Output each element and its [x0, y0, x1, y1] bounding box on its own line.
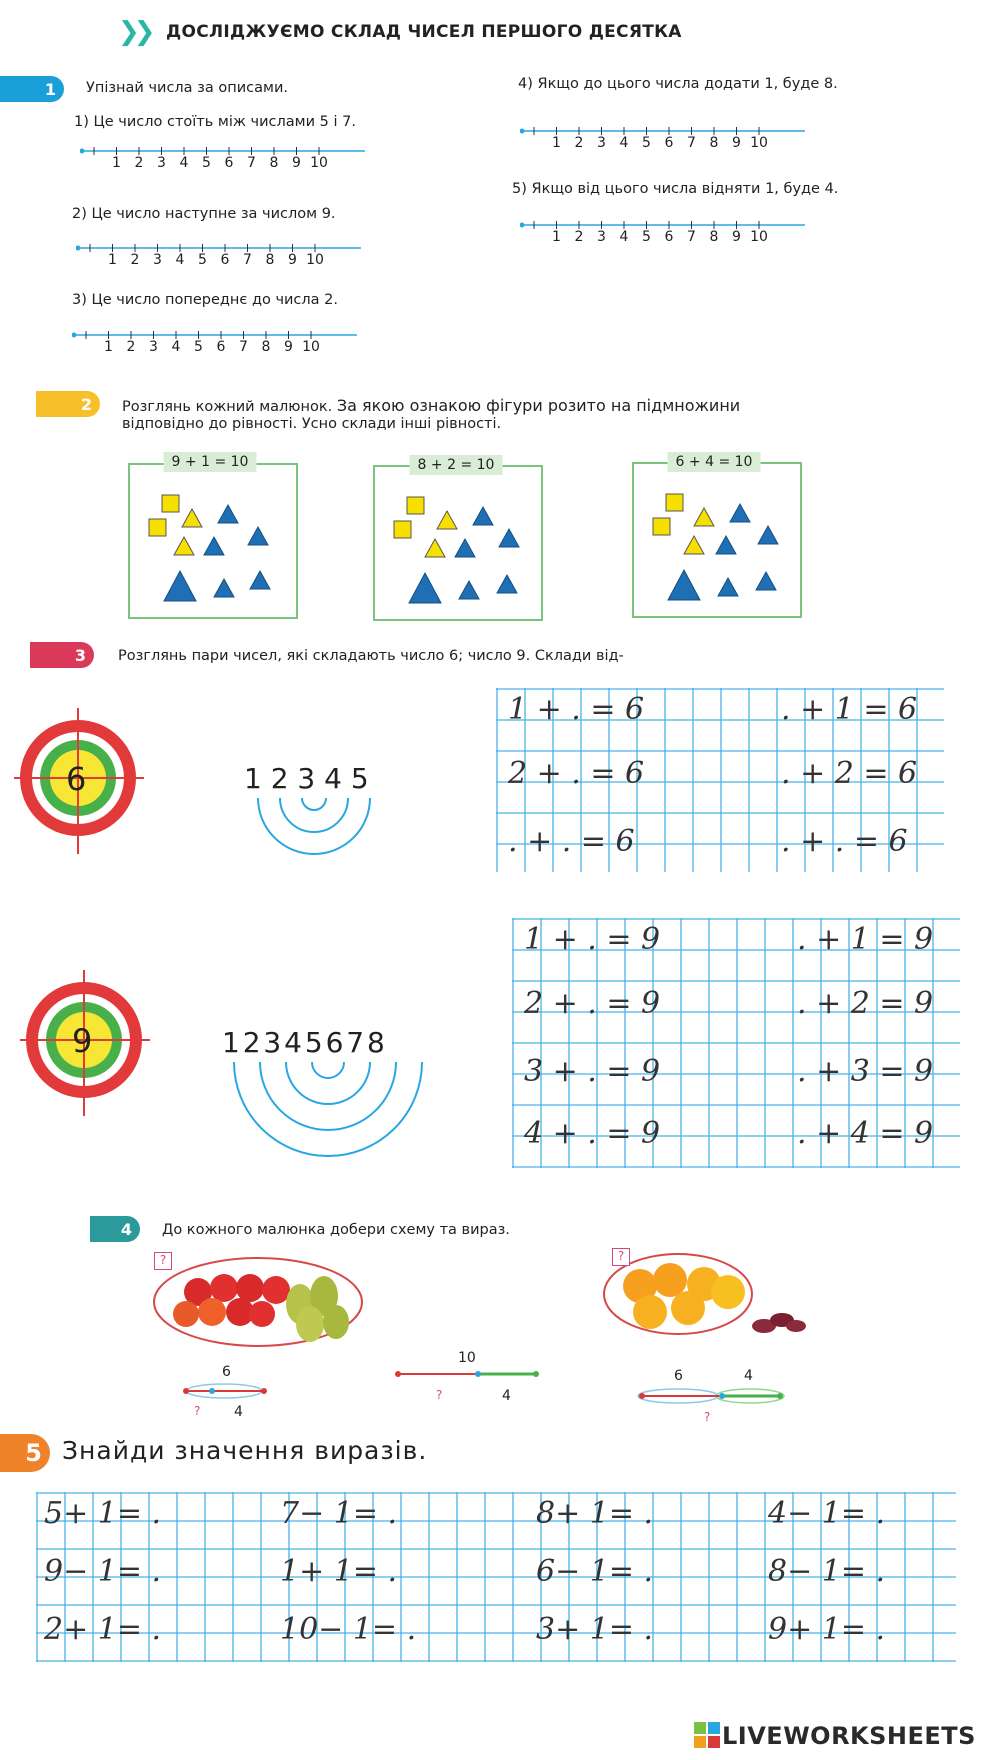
grid-sum-6 [496, 688, 944, 872]
scheme-3-right: 4 [744, 1368, 753, 1384]
scheme-3-left: 6 [674, 1368, 683, 1384]
task1-item-4: 4) Якщо до цього числа додати 1, буде 8. [518, 76, 838, 92]
eq6-row3-left[interactable]: . + . = 6 [508, 824, 635, 859]
tick-label: 1 [104, 339, 113, 355]
eq9-row3-left[interactable]: 3 + . = 9 [524, 1054, 661, 1089]
expr-r3-c4[interactable]: 9+ 1= . [768, 1612, 886, 1647]
tick-label: 8 [709, 135, 719, 151]
blue-triangle [718, 578, 738, 596]
number-line-3 [72, 329, 362, 359]
expr-r1-c2[interactable]: 7− 1= . [280, 1496, 398, 1531]
number-line-2 [76, 242, 366, 272]
tick-label: 2 [130, 252, 140, 268]
tick-label: 6 [664, 229, 674, 245]
eq6-row2-right[interactable]: . + 2 = 6 [781, 756, 918, 791]
scheme-2-bottom: 4 [502, 1388, 511, 1404]
expr-r3-c1[interactable]: 2+ 1= . [44, 1612, 162, 1647]
expr-r2-c4[interactable]: 8− 1= . [768, 1554, 886, 1589]
equation-label-2: 8 + 2 = 10 [410, 455, 503, 475]
tick-label: 5 [202, 155, 211, 171]
tick-label: 8 [269, 155, 279, 171]
tick-label: 4 [175, 252, 185, 268]
expr-r2-c2[interactable]: 1+ 1= . [280, 1554, 398, 1589]
tick-label: 3 [597, 135, 606, 151]
task1-number-tab: 1 [0, 76, 64, 102]
yellow-square [394, 521, 411, 538]
footer-brand[interactable]: LIVEWORKSHEETS [722, 1722, 976, 1750]
task1-intro: Упізнай числа за описами. [86, 80, 288, 96]
eq6-row1-left[interactable]: 1 + . = 6 [508, 692, 645, 727]
tick-label: 3 [157, 155, 166, 171]
task4-text: До кожного малюнка добери схему та вираз. [162, 1222, 510, 1238]
tick-label: 4 [619, 229, 629, 245]
yellow-triangle [174, 537, 194, 555]
tick-label: 5 [642, 229, 651, 245]
tick-label: 5 [198, 252, 207, 268]
tick-label: 3 [153, 252, 162, 268]
tick-label: 4 [179, 155, 189, 171]
tick-label: 5 [642, 135, 651, 151]
eq9-row1-right[interactable]: . + 1 = 9 [797, 922, 934, 957]
fruit-picture-1 [150, 1252, 366, 1352]
task5-title: Знайди значення виразів. [62, 1436, 428, 1465]
blue-triangle [204, 537, 224, 555]
yellow-triangle [182, 509, 202, 527]
task1-item-3: 3) Це число попереднє до числа 2. [72, 292, 339, 308]
target-6 [14, 708, 144, 854]
equation-label-1: 9 + 1 = 10 [164, 452, 257, 472]
expr-r1-c3[interactable]: 8+ 1= . [536, 1496, 654, 1531]
tick-label: 9 [284, 339, 293, 355]
blue-triangle [499, 529, 519, 547]
tick-label: 9 [288, 252, 297, 268]
eq6-row1-right[interactable]: . + 1 = 6 [781, 692, 918, 727]
tick-label: 10 [306, 252, 324, 268]
eq9-row4-right[interactable]: . + 4 = 9 [797, 1116, 934, 1151]
tick-label: 4 [171, 339, 181, 355]
tick-label: 7 [687, 229, 696, 245]
scheme-1 [180, 1362, 280, 1422]
tick-label: 3 [149, 339, 158, 355]
eq9-row1-left[interactable]: 1 + . = 9 [524, 922, 661, 957]
scheme-2-question: ? [436, 1388, 443, 1402]
scheme-2 [394, 1350, 544, 1410]
tick-label: 6 [220, 252, 230, 268]
liveworksheets-logo-icon [694, 1722, 720, 1748]
tick-label: 10 [310, 155, 328, 171]
eq9-row2-right[interactable]: . + 2 = 9 [797, 986, 934, 1021]
scheme-3-question: ? [704, 1410, 711, 1424]
blue-triangle [758, 526, 778, 544]
yellow-triangle [684, 536, 704, 554]
tick-label: 9 [292, 155, 301, 171]
yellow-square [666, 494, 683, 511]
target-9-number: 9 [72, 1022, 93, 1060]
tick-label: 2 [574, 135, 584, 151]
arc9-digits: 1 2 3 4 5 6 7 8 [222, 1026, 382, 1059]
tick-label: 8 [261, 339, 271, 355]
task3-text: Розглянь пари чисел, які складають число 6; число 9. Склади від- [118, 648, 624, 664]
tick-label: 9 [732, 229, 741, 245]
tick-label: 6 [216, 339, 226, 355]
yellow-triangle [425, 539, 445, 557]
blue-triangle [218, 505, 238, 523]
number-line-4 [520, 125, 810, 155]
grid-expressions [36, 1492, 956, 1662]
expr-r2-c3[interactable]: 6− 1= . [536, 1554, 654, 1589]
task2-text-line2: відповідно до рівності. Усно склади інші рівності. [122, 416, 502, 432]
tick-label: 2 [574, 229, 584, 245]
expr-r1-c4[interactable]: 4− 1= . [768, 1496, 886, 1531]
yellow-square [407, 497, 424, 514]
expr-r3-c2[interactable]: 10− 1= . [280, 1612, 417, 1647]
expr-r3-c3[interactable]: 3+ 1= . [536, 1612, 654, 1647]
eq9-row2-left[interactable]: 2 + . = 9 [524, 986, 661, 1021]
task1-item-2: 2) Це число наступне за числом 9. [72, 206, 336, 222]
blue-triangle [248, 527, 268, 545]
figure-set-1 [128, 463, 298, 619]
task4-number-tab: 4 [90, 1216, 140, 1242]
tick-label: 6 [224, 155, 234, 171]
task2-number-tab: 2 [36, 391, 100, 417]
blue-triangle [473, 507, 493, 525]
yellow-square [162, 495, 179, 512]
tick-label: 7 [239, 339, 248, 355]
tick-label: 2 [134, 155, 144, 171]
question-badge-2: ? [612, 1248, 630, 1266]
blue-triangle [756, 572, 776, 590]
page-title: ДОСЛІДЖУЄМО СКЛАД ЧИСЕЛ ПЕРШОГО ДЕСЯТКА [166, 22, 682, 42]
tick-label: 4 [619, 135, 629, 151]
task2-text-line1: Розглянь кожний малюнок. За якою ознакою фігури розито на підмножини [122, 396, 741, 415]
scheme-2-top: 10 [458, 1350, 476, 1366]
tick-label: 10 [302, 339, 320, 355]
task1-item-1: 1) Це число стоїть між числами 5 і 7. [74, 114, 356, 130]
arc6-diagram [244, 780, 384, 870]
blue-triangle [497, 575, 517, 593]
tick-label: 1 [552, 135, 561, 151]
tick-label: 3 [597, 229, 606, 245]
scheme-1-top: 6 [222, 1364, 231, 1380]
yellow-triangle [694, 508, 714, 526]
task1-item-5: 5) Якщо від цього числа відняти 1, буде 4. [512, 181, 839, 197]
tick-label: 9 [732, 135, 741, 151]
number-line-1 [80, 145, 370, 175]
eq6-row3-right[interactable]: . + . = 6 [781, 824, 908, 859]
yellow-square [149, 519, 166, 536]
eq6-row2-left[interactable]: 2 + . = 6 [508, 756, 645, 791]
blue-triangle [214, 579, 234, 597]
arc9-diagram [222, 1044, 434, 1164]
fruit-picture-2 [600, 1250, 810, 1340]
yellow-triangle [437, 511, 457, 529]
blue-triangle [409, 573, 441, 603]
yellow-square [653, 518, 670, 535]
blue-triangle [730, 504, 750, 522]
scheme-3 [636, 1368, 786, 1428]
task5-number-tab: 5 [0, 1434, 50, 1472]
scheme-1-bottom: 4 [234, 1404, 243, 1420]
blue-triangle [250, 571, 270, 589]
blue-triangle [164, 571, 196, 601]
eq9-row4-left[interactable]: 4 + . = 9 [524, 1116, 661, 1151]
number-line-5 [520, 219, 810, 249]
target-9 [20, 970, 150, 1116]
tick-label: 7 [243, 252, 252, 268]
target-6-number: 6 [66, 760, 87, 798]
tick-label: 1 [552, 229, 561, 245]
blue-triangle [668, 570, 700, 600]
equation-label-3: 6 + 4 = 10 [668, 452, 761, 472]
blue-triangle [455, 539, 475, 557]
tick-label: 6 [664, 135, 674, 151]
tick-label: 7 [247, 155, 256, 171]
scheme-1-question: ? [194, 1404, 201, 1418]
tick-label: 1 [108, 252, 117, 268]
task3-number-tab: 3 [30, 642, 94, 668]
tick-label: 10 [750, 229, 768, 245]
tick-label: 5 [194, 339, 203, 355]
arc6-digits: 1 2 3 4 5 [244, 762, 369, 795]
tick-label: 10 [750, 135, 768, 151]
tick-label: 1 [112, 155, 121, 171]
expr-r2-c1[interactable]: 9− 1= . [44, 1554, 162, 1589]
blue-triangle [459, 581, 479, 599]
grid-sum-9 [512, 918, 960, 1168]
tick-label: 7 [687, 135, 696, 151]
figure-set-2 [373, 465, 543, 621]
eq9-row3-right[interactable]: . + 3 = 9 [797, 1054, 934, 1089]
header-arrow-icon: ❯❯ [118, 17, 150, 47]
tick-label: 8 [265, 252, 275, 268]
tick-label: 8 [709, 229, 719, 245]
tick-label: 2 [126, 339, 136, 355]
blue-triangle [716, 536, 736, 554]
question-badge-1: ? [154, 1252, 172, 1270]
expr-r1-c1[interactable]: 5+ 1= . [44, 1496, 162, 1531]
figure-set-3 [632, 462, 802, 618]
